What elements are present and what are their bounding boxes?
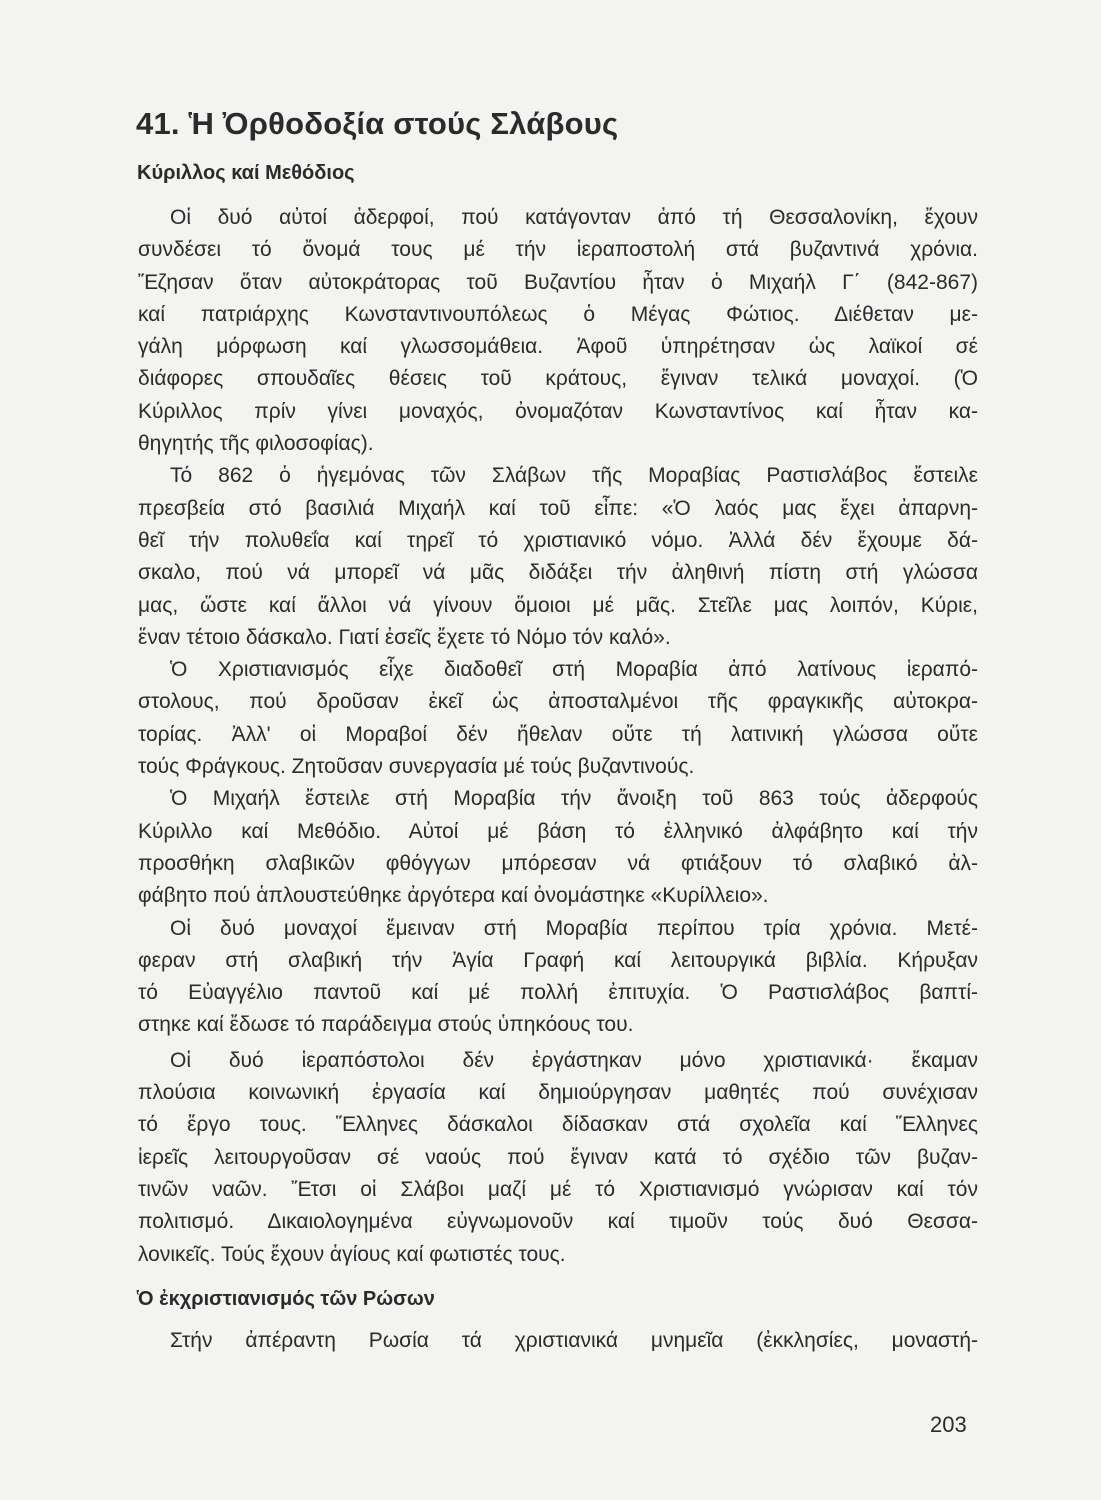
section-body-cyril-methodius bbox=[138, 202, 978, 1271]
text-line: Κύριλλο καί Μεθόδιο. Αὐτοί μέ βάση τό ἑλληνικό ἀλφάβητο καί τήν bbox=[138, 819, 978, 843]
text-line: Κύριλλος πρίν γίνει μοναχός, ὀνομαζόταν Κωνσταντίνος καί ἦταν κα- bbox=[138, 399, 978, 423]
text-line: ἕναν τέτοιο δάσκαλο. Γιατί ἐσεῖς ἔχετε τό Νόμο τόν καλό». bbox=[138, 625, 671, 649]
text-line: Ἔζησαν ὅταν αὐτοκράτορας τοῦ Βυζαντίου ἦταν ὁ Μιχαήλ Γ΄ (842-867) bbox=[138, 270, 978, 294]
text-line: τινῶν ναῶν. Ἔτσι οἱ Σλάβοι μαζί μέ τό Χριστιανισμό γνώρισαν καί τόν bbox=[138, 1177, 978, 1201]
chapter-title: 41. Ἡ Ὀρθοδοξία στούς Σλάβους bbox=[136, 106, 619, 141]
text-line: τό ἔργο τους. Ἕλληνες δάσκαλοι δίδασκαν στά σχολεῖα καί Ἕλληνες bbox=[138, 1113, 978, 1137]
text-line: στολους, πού δροῦσαν ἐκεῖ ὡς ἀποσταλμένοι τῆς φραγκικῆς αὐτοκρα- bbox=[138, 690, 978, 714]
text-line: μας, ὥστε καί ἄλλοι νά γίνουν ὅμοιοι μέ μᾶς. Στεῖλε μας λοιπόν, Κύριε, bbox=[138, 593, 978, 617]
text-line: τό Εὐαγγέλιο παντοῦ καί μέ πολλή ἐπιτυχία. Ὁ Ραστισλάβος βαπτί- bbox=[138, 981, 978, 1005]
text-line: τορίας. Ἀλλ' οἱ Μοραβοί δέν ἤθελαν οὔτε τή λατινική γλώσσα οὔτε bbox=[138, 722, 978, 746]
text-line: πλούσια κοινωνική ἐργασία καί δημιούργησαν μαθητές πού συνέχισαν bbox=[138, 1081, 978, 1105]
text-line: Ὁ Μιχαήλ ἔστειλε στή Μοραβία τήν ἄνοιξη τοῦ 863 τούς ἀδερφούς bbox=[170, 787, 978, 811]
section-heading-russians: Ὁ ἐκχριστιανισμός τῶν Ρώσων bbox=[137, 1288, 435, 1310]
text-line: Ὁ Χριστιανισμός εἶχε διαδοθεῖ στή Μοραβία ἀπό λατίνους ἱεραπό- bbox=[170, 658, 978, 682]
text-line: Στήν ἀπέραντη Ρωσία τά χριστιανικά μνημεῖα (ἐκκλησίες, μοναστή- bbox=[170, 1329, 978, 1352]
paragraph bbox=[138, 1045, 978, 1271]
text-line: Οἱ δυό ἱεραπόστολοι δέν ἐργάστηκαν μόνο χριστιανικά· ἔκαμαν bbox=[170, 1048, 978, 1072]
text-line: φάβητο πού ἁπλουστεύθηκε ἀργότερα καί ὀνομάστηκε «Κυρίλλειο». bbox=[138, 884, 769, 908]
text-line: Οἱ δυό μοναχοί ἔμειναν στή Μοραβία περίπου τρία χρόνια. Μετέ- bbox=[170, 916, 978, 940]
section-body-russians bbox=[138, 1325, 978, 1357]
paragraph bbox=[138, 460, 978, 654]
text-line: σκαλο, πού νά μπορεῖ νά μᾶς διδάξει τήν ἀληθινή πίστη στή γλώσσα bbox=[138, 561, 978, 585]
text-line: διάφορες σπουδαῖες θέσεις τοῦ κράτους, ἔγιναν τελικά μοναχοί. (Ὁ bbox=[138, 367, 978, 391]
text-line: πρεσβεία στό βασιλιά Μιχαήλ καί τοῦ εἶπε: «Ὁ λαός μας ἔχει ἀπαρνη- bbox=[138, 496, 978, 520]
text-line: Οἱ δυό αὐτοί ἀδερφοί, πού κατάγονταν ἀπό τή Θεσσαλονίκη, ἔχουν bbox=[170, 206, 978, 229]
text-line: πολιτισμό. Δικαιολογημένα εὐγνωμονοῦν καί τιμοῦν τούς δυό Θεσσα- bbox=[138, 1210, 978, 1234]
text-line: προσθήκη σλαβικῶν φθόγγων μπόρεσαν νά φτιάξουν τό σλαβικό ἀλ- bbox=[138, 851, 978, 875]
paragraph bbox=[138, 654, 978, 783]
section-heading-cyril-methodius: Κύριλλος καί Μεθόδιος bbox=[137, 162, 355, 184]
text-line: ἱερεῖς λειτουργοῦσαν σέ ναούς πού ἔγιναν κατά τό σχέδιο τῶν βυζαν- bbox=[138, 1145, 978, 1169]
text-line: στηκε καί ἔδωσε τό παράδειγμα στούς ὑπηκόους του. bbox=[138, 1013, 634, 1037]
paragraph bbox=[138, 783, 978, 912]
paragraph bbox=[138, 913, 978, 1042]
text-line: φεραν στή σλαβική τήν Ἁγία Γραφή καί λειτουργικά βιβλία. Κήρυξαν bbox=[138, 948, 978, 972]
text-line: λονικεῖς. Τούς ἔχουν ἁγίους καί φωτιστές τους. bbox=[138, 1242, 566, 1266]
text-line: καί πατριάρχης Κωνσταντινουπόλεως ὁ Μέγας Φώτιος. Διέθεταν με- bbox=[138, 302, 978, 326]
paragraph bbox=[138, 202, 978, 460]
text-line: συνδέσει τό ὄνομά τους μέ τήν ἱεραποστολή στά βυζαντινά χρόνια. bbox=[138, 238, 978, 262]
text-line: Τό 862 ὁ ἡγεμόνας τῶν Σλάβων τῆς Μοραβίας Ραστισλάβος ἔστειλε bbox=[170, 464, 978, 488]
text-line: τούς Φράγκους. Ζητοῦσαν συνεργασία μέ τούς βυζαντινούς. bbox=[138, 755, 695, 779]
text-line: θηγητής τῆς φιλοσοφίας). bbox=[138, 432, 374, 456]
text-line: θεῖ τήν πολυθεΐα καί τηρεῖ τό χριστιανικό νόμο. Ἀλλά δέν ἔχουμε δά- bbox=[138, 528, 978, 552]
text-line: γάλη μόρφωση καί γλωσσομάθεια. Ἀφοῦ ὑπηρέτησαν ὡς λαϊκοί σέ bbox=[138, 335, 978, 359]
page-number: 203 bbox=[930, 1412, 967, 1437]
